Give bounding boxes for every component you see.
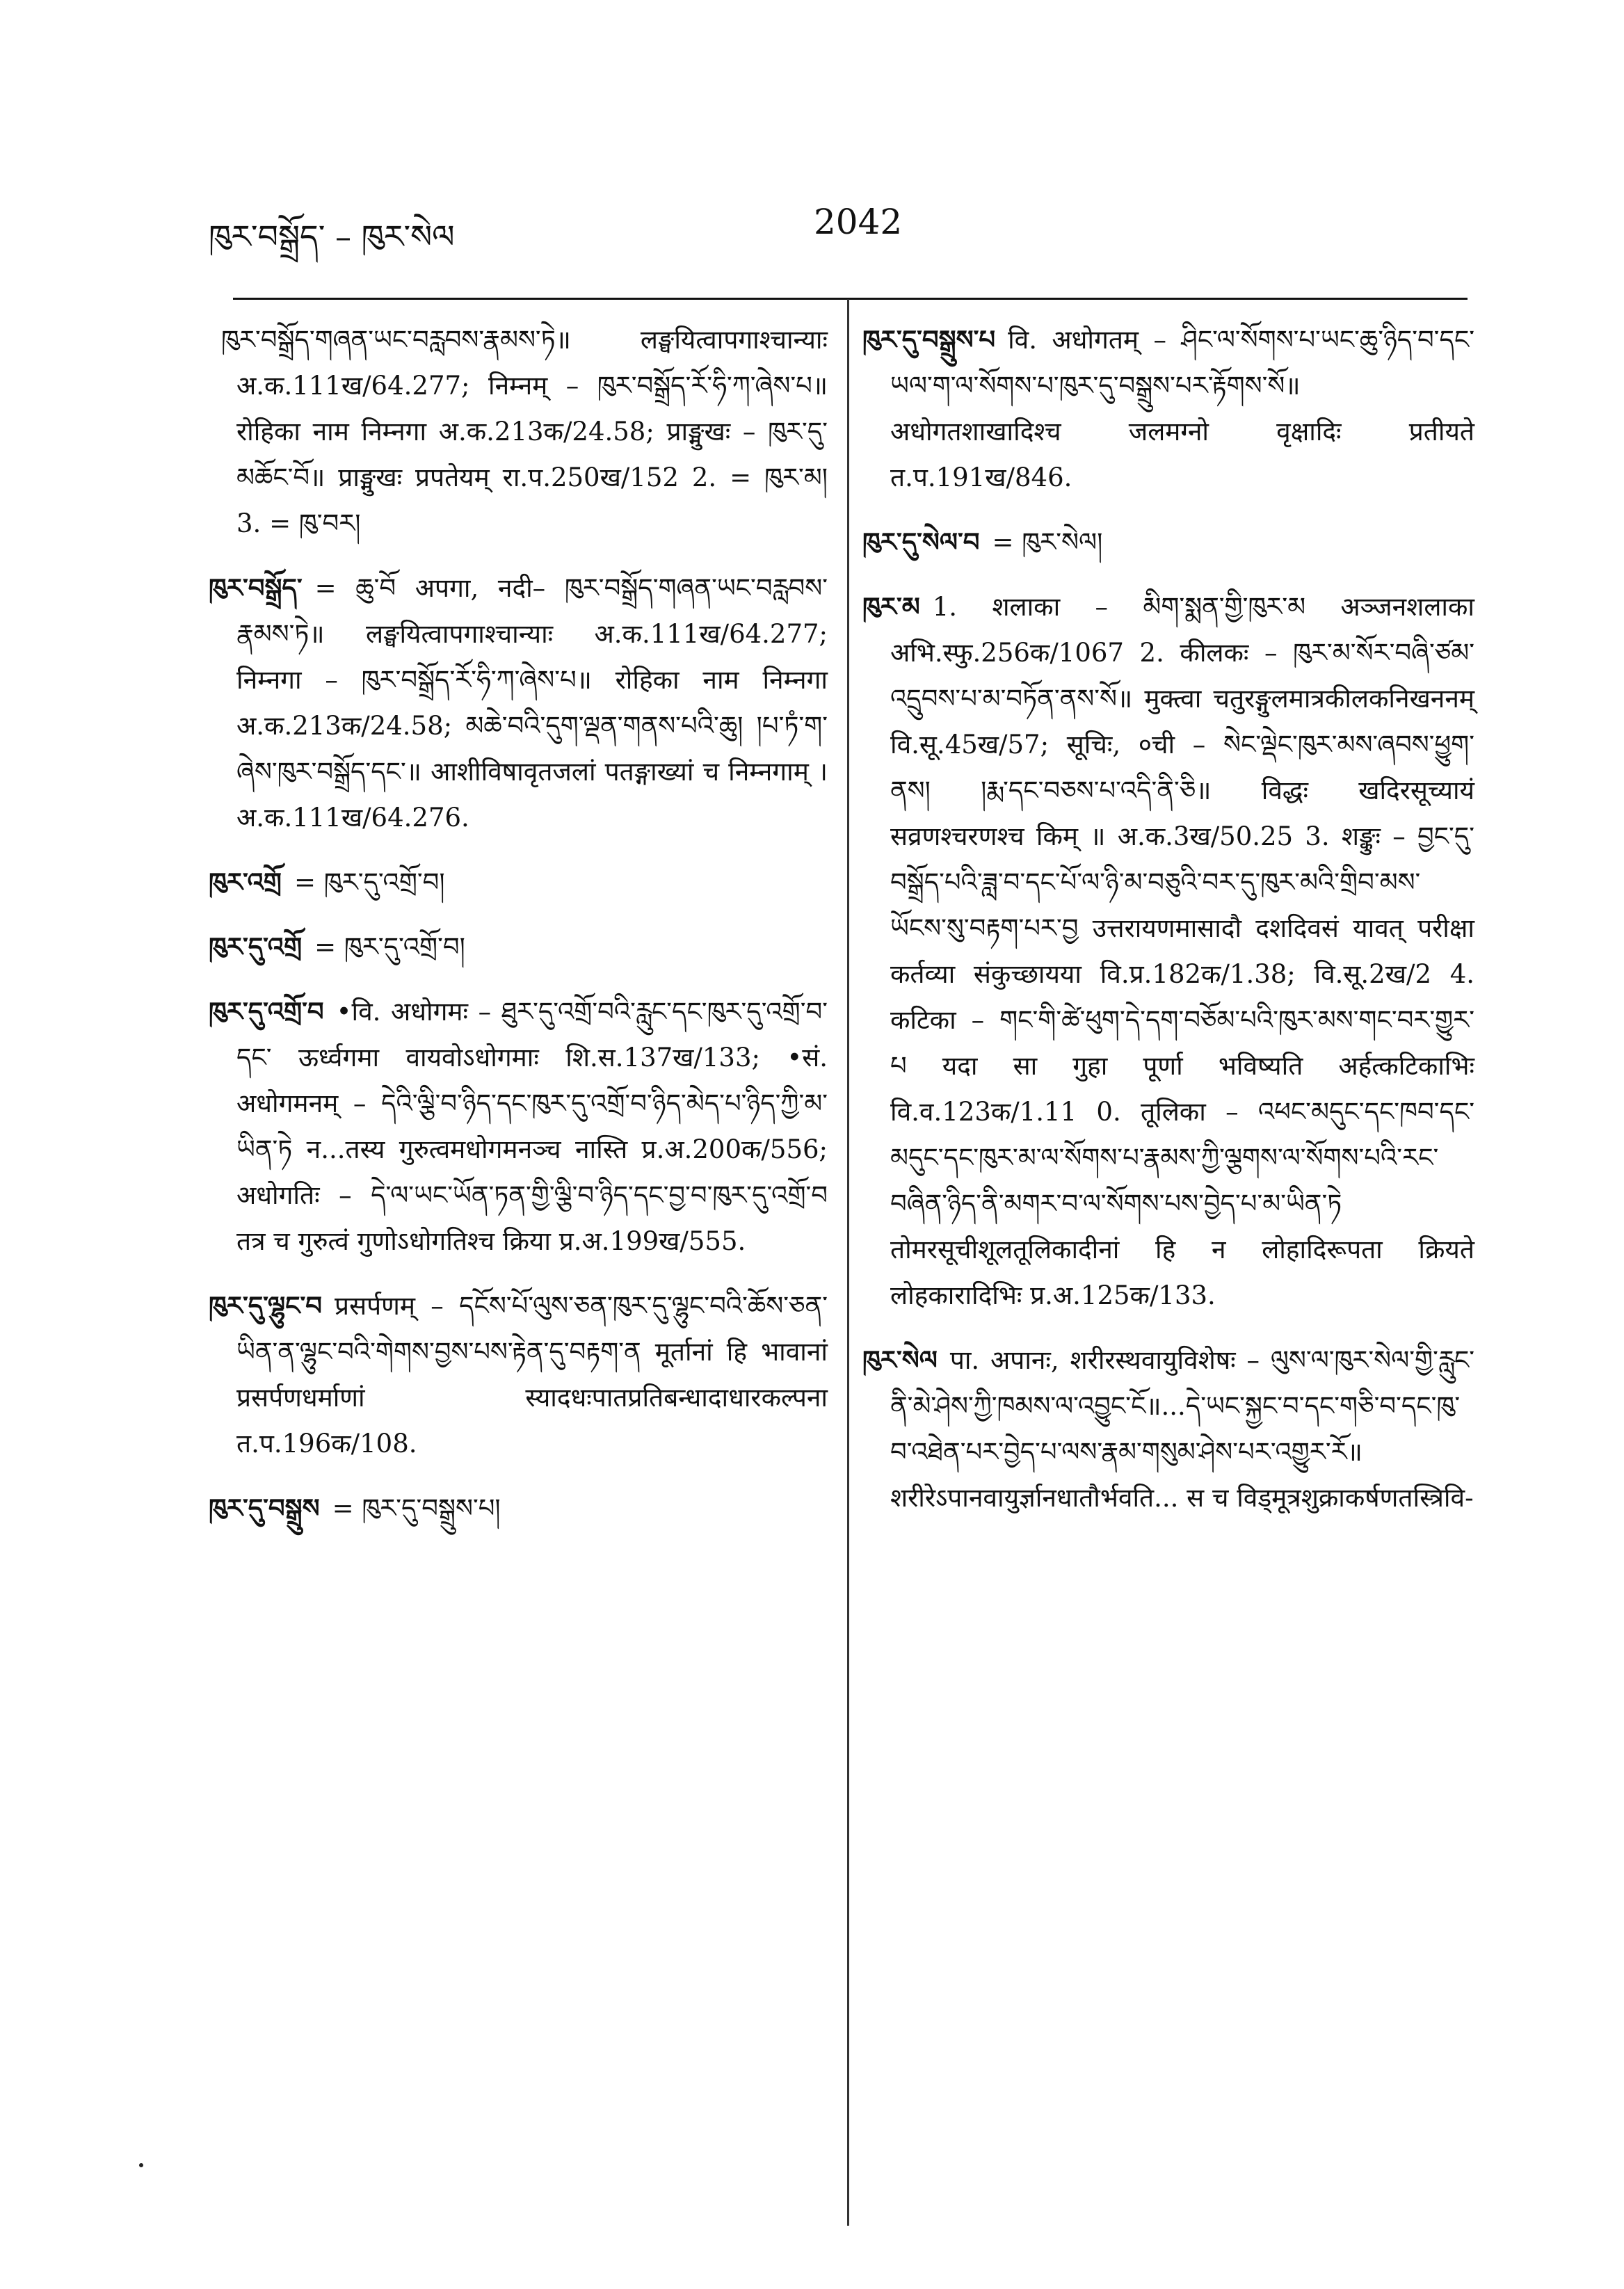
page-header xyxy=(209,202,1461,257)
dictionary-entry xyxy=(209,1283,828,1467)
dictionary-entry xyxy=(862,316,1474,501)
entry-definition: = ཁུར་དུ་འགྲོ་བ། xyxy=(314,932,465,962)
dictionary-entry xyxy=(209,988,828,1264)
entry-headword: ཁུར་དུ་བསྒྲུས་པ xyxy=(862,324,996,355)
entry-headword: ཁུར་སེལ xyxy=(862,1344,938,1375)
entry-headword: ཁུར་མ xyxy=(862,591,920,622)
entry-definition: प्रसर्पणम् – དངོས་པོ་ལུས་ཅན་ཁུར་དུ་ལྷུང་བའི་ཆོས་ཅན་ཡིན་ན་ལྷུང་བའི་གེགས་བྱས་པས་རྟེན་དུ་བརྟག་ན मूर्तानां हि भावानां प्रसर्पणधर्माणां स्यादधःपातप्रतिबन्धादाधारकल्पना त.प.196क/108. xyxy=(236,1291,828,1459)
dictionary-entry xyxy=(209,1485,828,1532)
dictionary-entry xyxy=(209,924,828,970)
dictionary-entry xyxy=(209,565,828,841)
entry-definition: = ཁུར་སེལ། xyxy=(992,527,1103,557)
entry-headword: ཁུར་དུ་སེལ་བ xyxy=(862,527,980,557)
dictionary-entry xyxy=(209,859,828,906)
entry-headword: ཁུར་དུ་ལྷུང་བ xyxy=(209,1290,323,1321)
entry-headword: ཁུར་འགྲོ xyxy=(209,867,282,897)
right-column xyxy=(862,316,1474,1539)
left-column xyxy=(209,316,828,1550)
scan-speck xyxy=(139,2163,143,2167)
entry-headword: ཁུར་དུ་འགྲོ xyxy=(209,931,303,962)
entry-headword: ཁུར་དུ་འགྲོ་བ xyxy=(209,996,324,1027)
entry-definition: = ཆུ་བོ अपगा, नदी– ཁུར་བསྒྲོད་གཞན་ཡང་བརླབས་རྣམས་ཏེ॥ लङ्घयित्वापगाश्चान्याः अ.क.111ख/64.277; निम्नगा – ཁུར་བསྒྲོད་རོ་ཧི་ཀ་ཞེས་པ॥ रोहिका नाम निम्नगा अ.क.213क/24.58; མཆེ་བའི་དུག་ལྡན་གནས་པའི་ཆུ། །པ་ཏཾ་ག་ཞེས་ཁུར་བསྒྲོད་དང་॥ आशीविषावृतजलां पतङ्गाख्यां च निम्नगाम् । अ.क.111ख/64.276. xyxy=(236,573,828,833)
page-number: 2042 xyxy=(814,202,903,242)
entry-definition: = ཁུར་དུ་འགྲོ་བ། xyxy=(294,867,445,897)
entry-definition: •वि. अधोगमः – ཐུར་དུ་འགྲོ་བའི་རླུང་དང་ཁུར་དུ་འགྲོ་བ་དང་ ऊर्ध्वगमा वायवोऽधोगमाः शि.स.137ख/133; •सं. अधोगमनम् – དེའི་ལྕི་བ་ཉིད་དང་ཁུར་དུ་འགྲོ་བ་ཉིད་མེད་པ་ཉིད་ཀྱི་མ་ཡིན་ཏེ न...तस्य गुरुत्वमधोगमनञ्च नास्ति प्र.अ.200क/556; अधोगतिः – དེ་ལ་ཡང་ཡོན་ཏན་གྱི་ལྕི་བ་ཉིད་དང་བྱ་བ་ཁུར་དུ་འགྲོ་བ तत्र च गुरुत्वं गुणोऽधोगतिश्च क्रिया प्र.अ.199ख/555. xyxy=(236,997,828,1256)
dictionary-entry xyxy=(862,1337,1474,1521)
dictionary-entry xyxy=(862,519,1474,565)
running-head: ཁུར་བསྒྲོད་ – ཁུར་སེལ xyxy=(209,218,455,255)
entry-definition: वि. अधोगतम् – ཤིང་ལ་སོགས་པ་ཡང་ཆུ་ཉིད་བ་དང་ཡལ་ག་ལ་སོགས་པ་ཁུར་དུ་བསྒྲུས་པར་རྟོགས་སོ॥ अधोगतशाखादिश्च जलमग्नो वृक्षादिः प्रतीयते त.प.191ख/846. xyxy=(890,325,1474,492)
entry-headword: ཁུར་དུ་བསྒྲུས xyxy=(209,1493,320,1523)
entry-definition: 1. शलाका – མིག་སྨན་གྱི་ཁུར་མ अञ्जनशलाका अभि.स्फु.256क/1067 2. कीलकः – ཁུར་མ་སོར་བཞི་ཙམ་འདྲུབས་པ་མ་བཏོན་ནས་སོ॥ मुक्त्वा चतुरङ्गुलमात्रकीलकनिखननम् वि.सू.45ख/57; सूचिः, ०ची – སེང་ལྡེང་ཁུར་མས་ཞབས་ཕྱུག་ནས། །རྨ་དང་བཅས་པ་འདི་ནི་ཅི॥ विद्धः खदिरसूच्यायं सव्रणश्चरणश्च किम् ॥ अ.क.3ख/50.25 3. शङ्कुः – བྱང་དུ་བསྒྲོད་པའི་ཟླ་བ་དང་པོ་ལ་ཉི་མ་བཅུའི་བར་དུ་ཁུར་མའི་གྲིབ་མས་ཡོངས་སུ་བརྟག་པར་བྱ उत्तरायणमासादौ दशदिवसं यावत् परीक्षा कर्तव्या संकुच्छायया वि.प्र.182क/1.38; वि.सू.2ख/2 4. कटिका – གང་གི་ཚེ་ཕུག་དེ་དག་བཅོམ་པའི་ཁུར་མས་གང་བར་གྱུར་པ यदा सा गुहा पूर्णा भविष्यति अर्हत्कटिकाभिः वि.व.123क/1.11 0. तूलिका – འཕང་མདུང་དང་ཁབ་དང་མདུང་དང་ཁུར་མ་ལ་སོགས་པ་རྣམས་ཀྱི་ལྕགས་ལ་སོགས་པའི་རང་བཞིན་ཉིད་ནི་མགར་བ་ལ་སོགས་པས་བྱེད་པ་མ་ཡིན་ཏེ तोमरसूचीशूलतूलिकादीनां हि न लोहादिरूपता क्रियते लोहकारादिभिः प्र.अ.125क/133. xyxy=(890,592,1474,1310)
dictionary-entry xyxy=(209,316,828,547)
header-rule xyxy=(233,298,1468,300)
entry-definition: पा. अपानः, शरीरस्थवायुविशेषः – ལུས་ལ་ཁུར་སེལ་གྱི་རླུང་ནི་མེ་ཤེས་ཀྱི་ཁམས་ལ་འབྱུང་ངོ॥...དེ་ཡང་སྐྱང་བ་དང་གཅི་བ་དང་ཁུ་བ་འཐེན་པར་བྱེད་པ་ལས་རྣམ་གསུམ་ཤེས་པར་འགྱུར་རོ॥ शरीरेऽपानवायुर्ज्ञानधातौर्भवति... स च विड्मूत्रशुक्राकर्षणतस्त्रिवि- xyxy=(890,1345,1474,1513)
entry-definition: = ཁུར་དུ་བསྒྲུས་པ། xyxy=(332,1493,501,1523)
column-divider xyxy=(847,299,849,2226)
entry-definition: ཁུར་བསྒྲོད་གཞན་ཡང་བརླབས་རྣམས་ཏེ॥ लङ्घयित्वापगाश्चान्याः अ.क.111ख/64.277; निम्नम् – ཁུར་བསྒྲོད་རོ་ཧི་ཀ་ཞེས་པ॥ रोहिका नाम निम्नगा अ.क.213क/24.58; प्राङ्मुखः – ཁུར་དུ་མཆོང་བོ॥ प्राङ्मुखः प्रपतेयम् रा.प.250ख/152 2. = ཁུར་མ། 3. = ཁུ་བར། xyxy=(221,325,828,538)
dictionary-entry xyxy=(862,584,1474,1319)
entry-headword: ཁུར་བསྒྲོད་ xyxy=(209,572,303,603)
